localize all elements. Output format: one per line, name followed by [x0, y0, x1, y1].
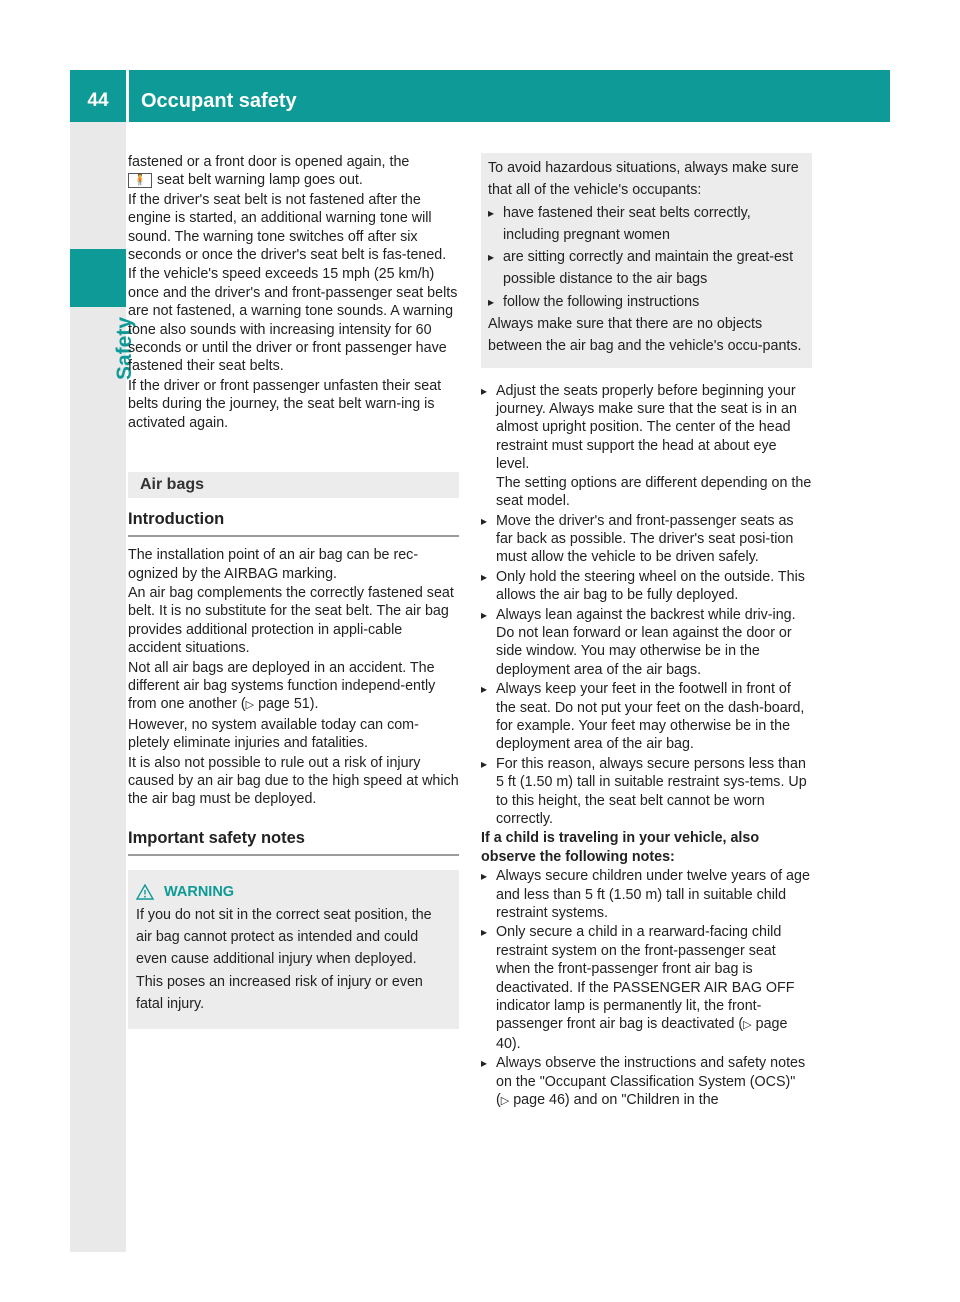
warning-text: If you do not sit in the correct seat position, the air bag cannot protect as intended and could even cause additional injury when deployed. This poses an increased risk of injury or even fatal injury.: [136, 906, 432, 1012]
warning-header: [136, 884, 445, 900]
text: Only secure a child in a rearward-facing child restraint system on the front-passenger seat when the front-passenger front air bag is deactivated. If the PASSENGER AIR BAG OFF indicator lamp is permanently lit, the front-passenger front air bag is deactivated (: [496, 924, 795, 1033]
page-reference[interactable]: page 46: [513, 1092, 565, 1109]
list-item: [481, 1054, 812, 1110]
text: fastened or a front door is opened again, the: [128, 154, 410, 170]
list-item: ▸ For this reason, always secure persons less than 5 ft (1.50 m) tall in suitable restraint sys-tems. Up to this height, the seat belt cannot be worn correctly.: [481, 755, 812, 829]
paragraph: If the driver or front passenger unfasten their seat belts during the journey, the seat belt warn-ing is activated again.: [128, 377, 442, 431]
list-item: ▸ are sitting correctly and maintain the great-est possible distance to the air bags: [488, 246, 804, 291]
text: ▸ Adjust the seats properly before beginning your journey. Always make sure that the seat is in an almost upright position. The center of the head restraint must support the head at about eye level.: [496, 382, 797, 473]
list-item: ▸ follow the following instructions: [488, 291, 804, 313]
list-item: ▸ Move the driver's and front-passenger seats as far back as possible. The driver's seat posi-tion must allow the vehicle to be driven safely.: [481, 512, 812, 567]
page-header: [70, 70, 890, 122]
box-intro: To avoid hazardous situations, always make sure that all of the vehicle's occupants:: [488, 160, 799, 199]
text: seat belt warning lamp goes out.: [157, 172, 363, 189]
list-item: ▸ Always keep your feet in the footwell in front of the seat. Do not put your feet on the dash-board, for example. Your feet may otherwise be in the deployment area of the air bag.: [481, 680, 812, 754]
list-item: [481, 382, 812, 511]
page-ref-arrow-icon: ▷: [743, 1019, 752, 1032]
subsection-heading: Introduction: [128, 510, 459, 537]
subsection-heading: Important safety notes: [128, 829, 459, 856]
section-band-air-bags: [128, 472, 459, 498]
chapter-title: Occupant safety: [141, 90, 297, 112]
page-ref-arrow-icon: ▷: [245, 699, 255, 712]
page-number: 44: [87, 90, 109, 111]
list-item: [481, 923, 812, 1053]
list-item: ▸ Only hold the steering wheel on the outside. This allows the air bag to be fully deployed.: [481, 568, 812, 605]
paragraph: If the vehicle's speed exceeds 15 mph (25 km/h) once and the driver's and front-passenger seat belts are not fastened, a warning tone sounds. A warning tone also sounds with increasing intensity for 60 seconds or until the driver or front passenger have fastened their seat belts.: [128, 266, 458, 375]
side-tab-marker: [70, 249, 126, 307]
paragraph: An air bag complements the correctly fastened seat belt. It is no substitute for the seat belt. The air bag provides additional protection in appli-cable accident situations.: [128, 584, 454, 657]
paragraph: [128, 153, 459, 190]
child-notes-list: [481, 867, 812, 1110]
text: ) and on "Children in the: [564, 1092, 719, 1109]
text: ).: [511, 1035, 521, 1052]
instruction-list: [481, 382, 812, 829]
section-heading: Air bags: [140, 476, 205, 494]
list-item: ▸ Always secure children under twelve years of age and less than 5 ft (1.50 m) tall in suitable child restraint systems.: [481, 867, 812, 922]
text: ).: [309, 696, 319, 713]
child-notes-heading: If a child is traveling in your vehicle, also observe the following notes:: [481, 830, 760, 865]
page-reference[interactable]: page 51: [258, 696, 310, 713]
page-ref-arrow-icon: ▷: [500, 1095, 510, 1108]
box-outro: Always make sure that there are no objects between the air bag and the vehicle's occu-pants.: [488, 316, 802, 355]
seatbelt-warning-icon: 🧍: [128, 173, 152, 188]
left-column: [128, 153, 459, 1029]
warning-triangle-icon: [136, 884, 154, 900]
list-item: ▸ Always lean against the backrest while driv-ing. Do not lean forward or lean against the door or side window. You may otherwise be in the deployment area of the air bags.: [481, 606, 812, 680]
paragraph: It is also not possible to rule out a risk of injury caused by an air bag due to the high speed at which the air bag must be deployed.: [128, 754, 459, 808]
paragraph: [128, 659, 459, 715]
right-column: [481, 153, 812, 1111]
page-reference[interactable]: page 40: [496, 1016, 788, 1052]
text: The setting options are different depending on the seat model.: [496, 474, 812, 510]
paragraph: However, no system available today can com-pletely eliminate injuries and fatalities.: [128, 716, 419, 752]
warning-title: WARNING: [164, 883, 235, 900]
text: Always observe the instructions and safety notes on the "Occupant Classification System (OCS)" (: [496, 1055, 806, 1109]
paragraph: If the driver's seat belt is not fastened after the engine is started, an additional warning tone will sound. The warning tone switches off after six seconds or once the driver's seat belt is fas-tened.: [128, 191, 447, 264]
section-tab-label: Safety: [113, 316, 136, 380]
text: Not all air bags are deployed in an accident. The different air bag systems function independ-ently from one another (: [128, 659, 436, 713]
list-item: ▸ have fastened their seat belts correctly, including pregnant women: [488, 202, 804, 247]
info-box: [481, 153, 812, 368]
header-divider: [126, 70, 129, 122]
paragraph: The installation point of an air bag can be rec-ognized by the AIRBAG marking.: [128, 547, 419, 582]
warning-box: [128, 870, 459, 1029]
